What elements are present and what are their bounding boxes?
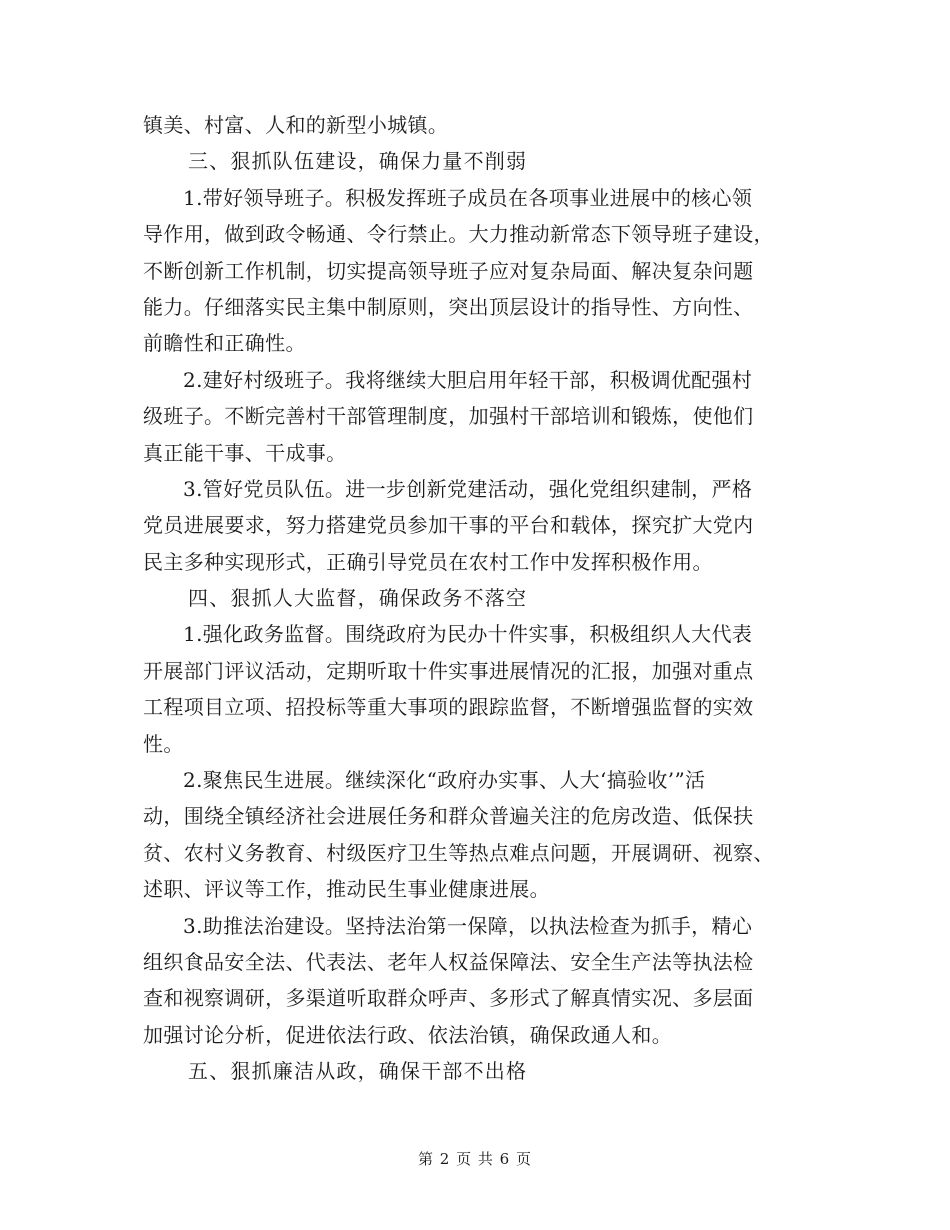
section-heading: 三、狠抓队伍建设，确保力量不削弱 (188, 149, 528, 174)
paragraph-line: 3.助推法治建设。坚持法治第一保障，以执法检查为抓手，精心 (183, 913, 753, 938)
paragraph-line: 真正能干事、干成事。 (143, 440, 347, 465)
paragraph-line: 党员进展要求，努力搭建党员参加干事的平台和载体，探究扩大党内 (143, 513, 754, 538)
page-footer: 第 2 页 共 6 页 (418, 1150, 532, 1168)
paragraph-line: 2.建好村级班子。我将继续大胆启用年轻干部，积极调优配强村 (183, 367, 753, 392)
paragraph-line: 性。 (143, 731, 184, 756)
paragraph-line: 民主多种实现形式，正确引导党员在农村工作中发挥积极作用。 (143, 549, 713, 574)
paragraph-line: 1.强化政务监督。围绕政府为民办十件实事，积极组织人大代表 (183, 622, 753, 647)
paragraph-line: 加强讨论分析，促进依法行政、依法治镇，确保政通人和。 (143, 1022, 673, 1047)
paragraph-line: 能力。仔细落实民主集中制原则，突出顶层设计的指导性、方向性、 (143, 294, 754, 319)
section-heading: 四、狠抓人大监督，确保政务不落空 (188, 586, 528, 611)
paragraph-line: 述职、评议等工作，推动民生事业健康进展。 (143, 877, 550, 902)
paragraph-line: 导作用，做到政令畅通、令行禁止。大力推动新常态下领导班子建设， (143, 222, 774, 247)
paragraph-line: 动，围绕全镇经济社会进展任务和群众普遍关注的危房改造、低保扶 (143, 804, 754, 829)
paragraph-line: 镇美、村富、人和的新型小城镇。 (143, 113, 449, 137)
paragraph-line: 2.聚焦民生进展。继续深化“政府办实事、人大‘搞验收’”活 (183, 768, 706, 793)
paragraph-line: 查和视察调研，多渠道听取群众呼声、多形式了解真情实况、多层面 (143, 986, 754, 1011)
paragraph-line: 前瞻性和正确性。 (143, 331, 306, 356)
paragraph-line: 组织食品安全法、代表法、老年人权益保障法、安全生产法等执法检 (143, 949, 754, 974)
paragraph-line: 开展部门评议活动，定期听取十件实事进展情况的汇报，加强对重点 (143, 658, 754, 683)
paragraph-line: 级班子。不断完善村干部管理制度，加强村干部培训和锻炼，使他们 (143, 404, 754, 429)
paragraph-line: 不断创新工作机制，切实提高领导班子应对复杂局面、解决复杂问题 (143, 258, 754, 283)
document-body (143, 107, 803, 1090)
paragraph-line: 1.带好领导班子。积极发挥班子成员在各项事业进展中的核心领 (183, 185, 753, 210)
section-heading: 五、狠抓廉洁从政，确保干部不出格 (188, 1059, 528, 1084)
paragraph-line: 工程项目立项、招投标等重大事项的跟踪监督，不断增强监督的实效 (143, 695, 754, 720)
paragraph-line: 贫、农村义务教育、村级医疗卫生等热点难点问题，开展调研、视察、 (143, 840, 774, 865)
paragraph-line: 3.管好党员队伍。进一步创新党建活动，强化党组织建制，严格 (183, 476, 753, 501)
